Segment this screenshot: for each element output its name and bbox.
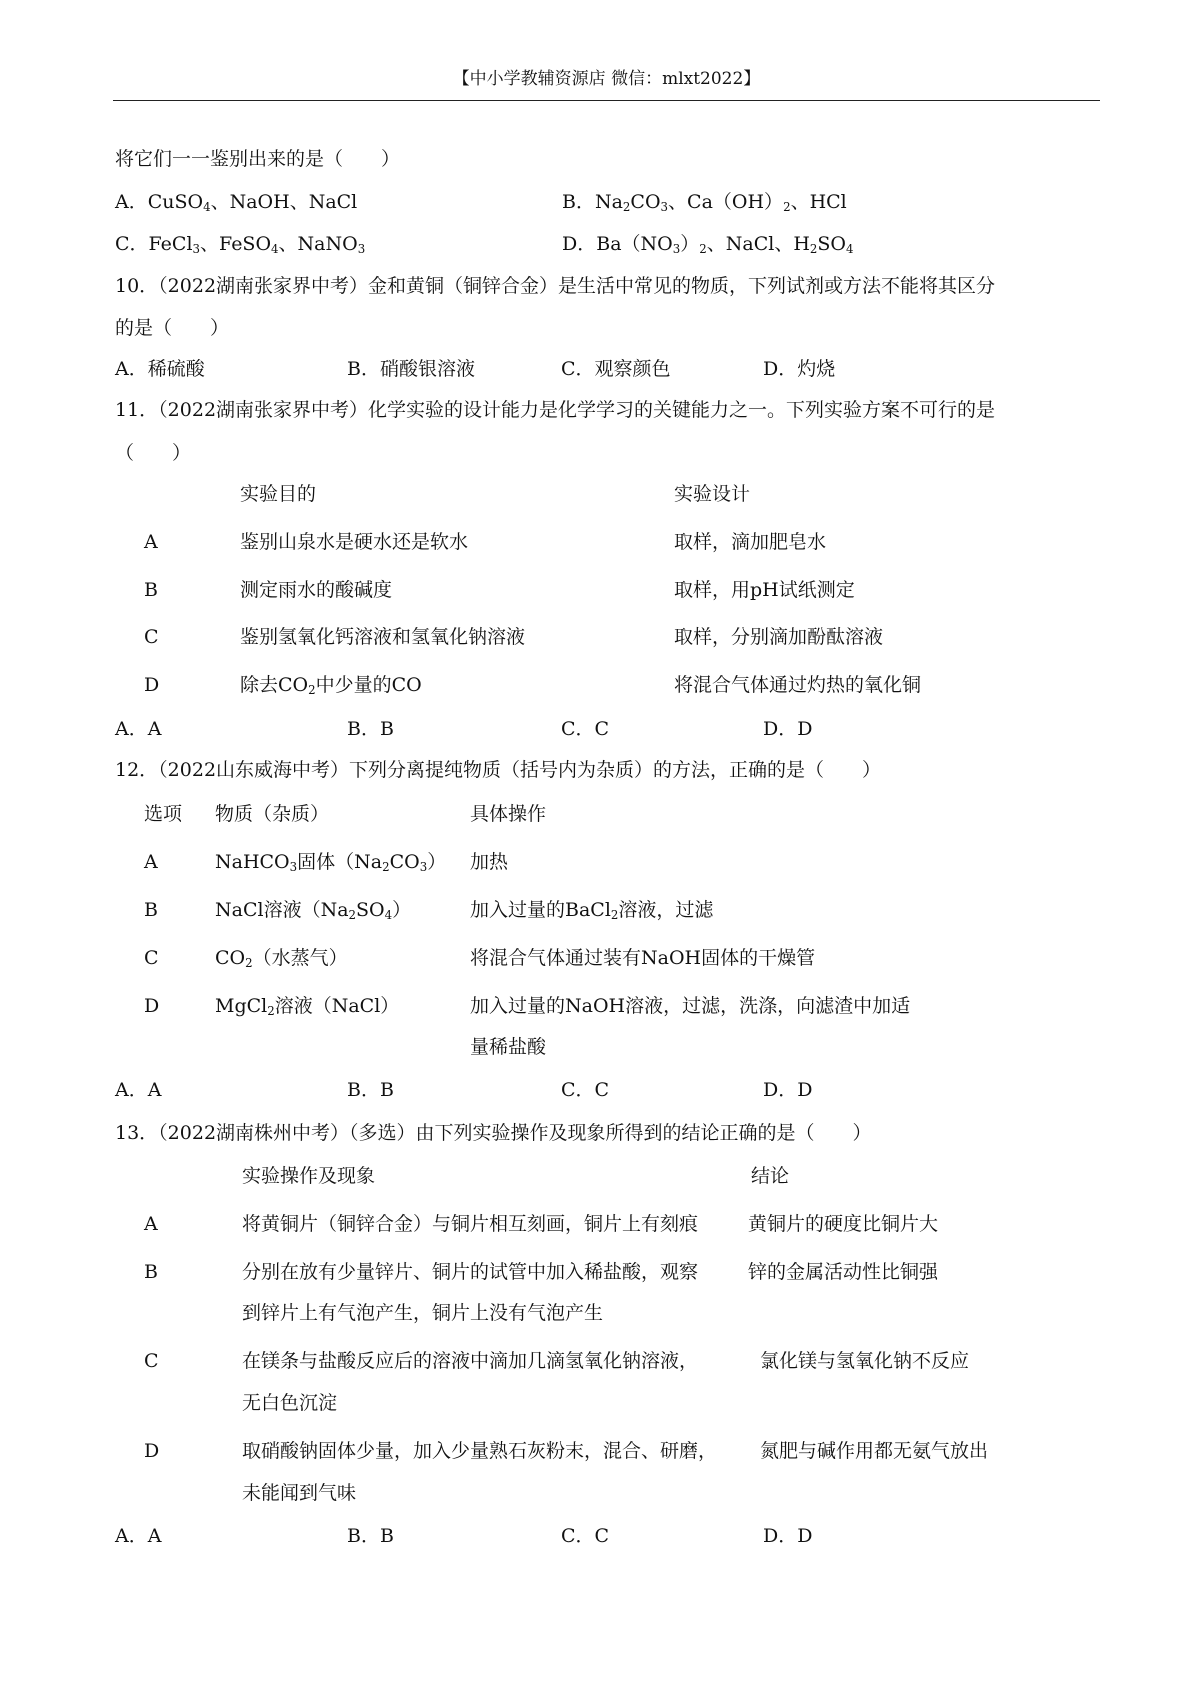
- q11-row-design: 取样，分别滴加酚酞溶液: [674, 626, 884, 648]
- q12-stem: 12．（2022山东威海中考）下列分离提纯物质（括号内为杂质）的方法，正确的是（ ）: [115, 759, 882, 781]
- q10-option-c: C．观察颜色: [561, 358, 671, 380]
- q13-row-key: B: [144, 1261, 158, 1283]
- q12-header-substance: 物质（杂质）: [215, 803, 330, 825]
- q13-row-operation-cont: 到锌片上有气泡产生，铜片上没有气泡产生: [242, 1302, 604, 1324]
- q12-header-operation: 具体操作: [470, 803, 547, 825]
- q11-option-d: D．D: [763, 718, 813, 740]
- q10-option-b: B．硝酸银溶液: [347, 358, 475, 380]
- q12-row-operation-cont: 量稀盐酸: [470, 1036, 547, 1058]
- q12-row-operation: 加热: [470, 851, 509, 873]
- q12-row-substance: NaCl溶液$(Na_2SO_4)$: [215, 899, 412, 922]
- q11-row-key: D: [144, 674, 160, 696]
- q11-row-key: B: [144, 579, 158, 601]
- q11-row-design: 取样，滴加肥皂水: [674, 531, 827, 553]
- q13-row-conclusion: 黄铜片的硬度比铜片大: [748, 1213, 939, 1235]
- q13-option-d: D．D: [763, 1525, 813, 1547]
- q13-row-operation-cont: 未能闻到气味: [242, 1482, 357, 1504]
- q12-option-c: C．C: [561, 1079, 610, 1101]
- page-header: 【中小学教辅资源店 微信：mlxt2022】: [113, 64, 1100, 101]
- q13-row-conclusion: 锌的金属活动性比铜强: [748, 1261, 939, 1283]
- q11-row-goal: 鉴别山泉水是硬水还是软水: [240, 531, 469, 553]
- q11-row-goal: 测定雨水的酸碱度: [240, 579, 393, 601]
- q12-row-key: A: [144, 851, 158, 873]
- q9-option-a: A．CuSO$_4$、NaOH、NaCl: [115, 191, 358, 214]
- q10-stem-line2: 的是（ ）: [115, 317, 230, 339]
- q11-row-goal: 鉴别氢氧化钙溶液和氢氧化钠溶液: [240, 626, 526, 648]
- q13-option-c: C．C: [561, 1525, 610, 1547]
- q13-row-operation: 将黄铜片（铜锌合金）与铜片相互刻画，铜片上有刻痕: [242, 1213, 699, 1235]
- q13-row-operation: 取硝酸钠固体少量，加入少量熟石灰粉末，混合、研磨，: [242, 1440, 718, 1462]
- q11-row-design: 将混合气体通过灼热的氧化铜: [674, 674, 922, 696]
- q9-option-b: B．$Na_2CO_3$、$Ca(OH)_2$、HCl: [562, 191, 847, 214]
- q12-option-d: D．D: [763, 1079, 813, 1101]
- q10-stem-line1: 10．（2022湖南张家界中考）金和黄铜（铜锌合金）是生活中常见的物质，下列试剂或方法不能将其区分: [115, 275, 996, 297]
- q9-option-d: D．$Ba(NO_3)_2$、NaCl、$H_2SO_4$: [562, 233, 854, 256]
- q12-row-key: C: [144, 947, 159, 969]
- q13-row-operation: 分别在放有少量锌片、铜片的试管中加入稀盐酸，观察: [242, 1261, 699, 1283]
- q11-option-c: C．C: [561, 718, 610, 740]
- q11-header-design: 实验设计: [674, 483, 751, 505]
- q12-row-operation: 加入过量的BaCl$_2$溶液，过滤: [470, 899, 714, 922]
- q13-stem: 13．（2022湖南株州中考）（多选）由下列实验操作及现象所得到的结论正确的是（ ）: [115, 1122, 872, 1144]
- q12-row-substance: MgCl$_2$溶液（NaCl）: [215, 995, 400, 1018]
- q12-option-b: B．B: [347, 1079, 394, 1101]
- q13-row-key: D: [144, 1440, 160, 1462]
- q12-row-substance: NaHCO$_3$固体$(Na_2CO_3)$: [215, 851, 447, 874]
- q12-row-operation: 将混合气体通过装有NaOH固体的干燥管: [470, 947, 816, 969]
- q11-option-b: B．B: [347, 718, 394, 740]
- q11-row-goal: 除去$CO_2$中少量的CO: [240, 674, 422, 697]
- q13-header-conclusion: 结论: [751, 1165, 790, 1187]
- q11-header-goal: 实验目的: [240, 483, 317, 505]
- q12-header-option: 选项: [144, 803, 183, 825]
- q13-row-key: C: [144, 1350, 159, 1372]
- q11-stem-line1: 11．（2022湖南张家界中考）化学实验的设计能力是化学学习的关键能力之一。下列实验方案不可行的是: [115, 399, 996, 421]
- q12-row-key: B: [144, 899, 158, 921]
- q11-row-key: C: [144, 626, 159, 648]
- q9-option-c: C．FeCl$_3$、FeSO$_4$、NaNO$_3$: [115, 233, 366, 256]
- q11-stem-line2: （ ）: [115, 442, 192, 464]
- q11-row-design: 取样，用pH试纸测定: [674, 579, 855, 601]
- q13-header-operation: 实验操作及现象: [242, 1165, 376, 1187]
- q12-row-key: D: [144, 995, 160, 1017]
- q13-option-b: B．B: [347, 1525, 394, 1547]
- q12-option-a: A．A: [115, 1079, 162, 1101]
- q10-option-a: A．稀硫酸: [115, 358, 205, 380]
- q13-row-conclusion: 氮肥与碱作用都无氨气放出: [760, 1440, 989, 1462]
- q12-row-substance: $CO_2$（水蒸气）: [215, 947, 348, 970]
- q13-option-a: A．A: [115, 1525, 162, 1547]
- q9-tail: 将它们一一鉴别出来的是（ ）: [115, 148, 401, 170]
- q11-option-a: A．A: [115, 718, 162, 740]
- q13-row-operation: 在镁条与盐酸反应后的溶液中滴加几滴氢氧化钠溶液，: [242, 1350, 699, 1372]
- q13-row-operation-cont: 无白色沉淀: [242, 1392, 338, 1414]
- q13-row-key: A: [144, 1213, 158, 1235]
- q10-option-d: D．灼烧: [763, 358, 836, 380]
- q13-row-conclusion: 氯化镁与氢氧化钠不反应: [760, 1350, 970, 1372]
- q12-row-operation: 加入过量的NaOH溶液，过滤，洗涤，向滤渣中加适: [470, 995, 911, 1017]
- q11-row-key: A: [144, 531, 158, 553]
